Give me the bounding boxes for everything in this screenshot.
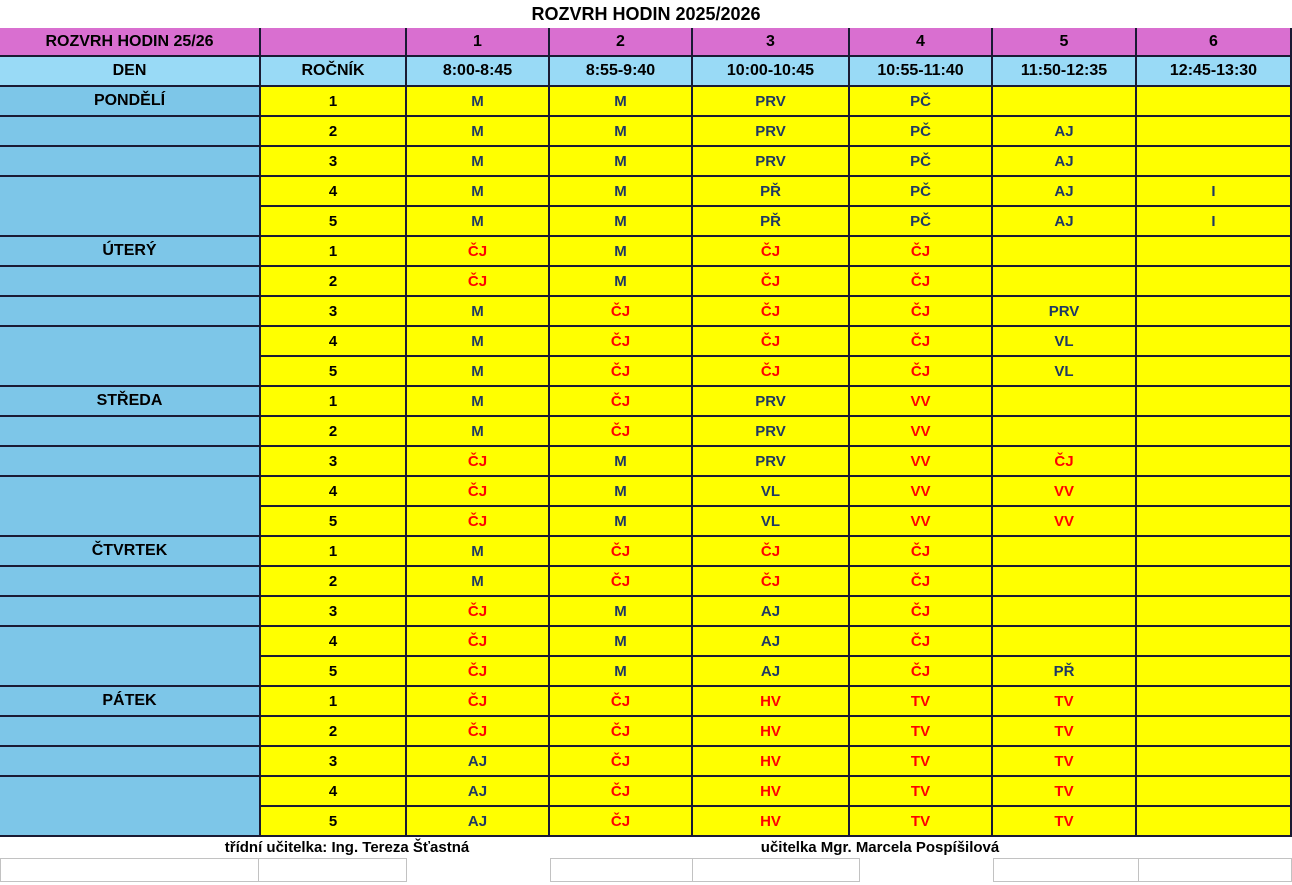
subject-cell: PRV xyxy=(993,297,1137,327)
subject-cell: AJ xyxy=(407,777,550,807)
subject-cell: VL xyxy=(993,327,1137,357)
grade-cell: 5 xyxy=(261,207,407,237)
day-cell: PÁTEK xyxy=(0,687,261,717)
day-cell xyxy=(0,447,261,477)
subject-cell: TV xyxy=(850,747,993,777)
subject-cell: PČ xyxy=(850,147,993,177)
subject-cell: PRV xyxy=(693,417,850,447)
subject-cell xyxy=(1137,507,1292,537)
empty-grid-cell xyxy=(993,858,1139,882)
empty-grid-cell xyxy=(0,858,259,882)
subject-cell: M xyxy=(550,627,693,657)
subject-cell: HV xyxy=(693,747,850,777)
subject-cell: PČ xyxy=(850,207,993,237)
subject-cell xyxy=(1137,327,1292,357)
grade-cell: 3 xyxy=(261,597,407,627)
empty-grid-cell xyxy=(550,858,693,882)
subject-cell: M xyxy=(407,147,550,177)
subject-cell: HV xyxy=(693,807,850,837)
subject-cell: ČJ xyxy=(993,447,1137,477)
day-cell xyxy=(0,147,261,177)
subject-cell: ČJ xyxy=(550,747,693,777)
grade-cell: 4 xyxy=(261,777,407,807)
grade-cell: 2 xyxy=(261,117,407,147)
subject-cell: TV xyxy=(850,717,993,747)
subject-cell: ČJ xyxy=(407,267,550,297)
subject-cell: VL xyxy=(693,507,850,537)
subject-cell xyxy=(1137,717,1292,747)
subject-cell: TV xyxy=(850,807,993,837)
page-title: ROZVRH HODIN 2025/2026 xyxy=(531,3,761,24)
subject-cell: TV xyxy=(993,717,1137,747)
grade-cell: 3 xyxy=(261,147,407,177)
subject-cell: ČJ xyxy=(550,537,693,567)
subject-cell: VV xyxy=(850,477,993,507)
subject-cell: ČJ xyxy=(407,717,550,747)
subject-cell xyxy=(993,267,1137,297)
subject-cell: VL xyxy=(693,477,850,507)
day-cell xyxy=(0,417,261,447)
grade-cell: 1 xyxy=(261,537,407,567)
subject-cell: ČJ xyxy=(407,447,550,477)
subject-cell: ČJ xyxy=(407,627,550,657)
subject-cell: M xyxy=(407,87,550,117)
day-cell: PONDĚLÍ xyxy=(0,87,261,117)
subject-cell xyxy=(1137,687,1292,717)
subject-cell: ČJ xyxy=(850,327,993,357)
corner-empty-cell xyxy=(261,28,407,57)
subject-cell: M xyxy=(550,597,693,627)
subject-cell xyxy=(1137,657,1292,687)
subject-cell xyxy=(993,87,1137,117)
period-number-cell: 4 xyxy=(850,28,993,57)
subject-cell: M xyxy=(550,507,693,537)
corner-title-cell: ROZVRH HODIN 25/26 xyxy=(0,28,261,57)
subject-cell: ČJ xyxy=(550,717,693,747)
subject-cell: AJ xyxy=(693,657,850,687)
subject-cell: ČJ xyxy=(850,237,993,267)
subject-cell: M xyxy=(550,477,693,507)
subject-cell: AJ xyxy=(993,147,1137,177)
empty-grid-cell xyxy=(1138,858,1292,882)
subject-cell xyxy=(1137,537,1292,567)
subject-cell: M xyxy=(407,177,550,207)
subject-cell: PŘ xyxy=(693,207,850,237)
subject-cell: M xyxy=(550,147,693,177)
subject-cell: ČJ xyxy=(850,657,993,687)
grade-cell: 1 xyxy=(261,237,407,267)
subject-cell: ČJ xyxy=(693,357,850,387)
subject-cell xyxy=(1137,627,1292,657)
subject-cell: M xyxy=(550,237,693,267)
subject-cell xyxy=(1137,297,1292,327)
day-cell xyxy=(0,477,261,537)
empty-grid-cell xyxy=(692,858,860,882)
day-cell xyxy=(0,717,261,747)
subject-cell: ČJ xyxy=(850,297,993,327)
grade-cell: 5 xyxy=(261,357,407,387)
subject-cell xyxy=(993,567,1137,597)
subject-cell xyxy=(1137,417,1292,447)
subject-cell: AJ xyxy=(407,747,550,777)
day-cell xyxy=(0,117,261,147)
subject-cell xyxy=(1137,237,1292,267)
subject-cell: M xyxy=(550,267,693,297)
teacher-label: učitelka Mgr. Marcela Pospíšilová xyxy=(760,839,1000,856)
subject-cell: M xyxy=(407,327,550,357)
subject-cell: VV xyxy=(850,507,993,537)
period-number-cell: 2 xyxy=(550,28,693,57)
subject-cell xyxy=(1137,747,1292,777)
day-cell xyxy=(0,597,261,627)
subject-cell xyxy=(1137,807,1292,837)
subject-cell: AJ xyxy=(693,627,850,657)
subject-cell: PRV xyxy=(693,87,850,117)
subject-cell: ČJ xyxy=(550,417,693,447)
subject-cell: ČJ xyxy=(407,477,550,507)
subject-cell: ČJ xyxy=(850,627,993,657)
grade-cell: 1 xyxy=(261,87,407,117)
subject-cell xyxy=(993,537,1137,567)
grade-cell: 4 xyxy=(261,327,407,357)
footer-row xyxy=(0,837,1292,858)
subject-cell: AJ xyxy=(993,207,1137,237)
subject-cell: AJ xyxy=(993,117,1137,147)
subject-cell: ČJ xyxy=(407,507,550,537)
subject-cell: PČ xyxy=(850,87,993,117)
time-cell: 10:00-10:45 xyxy=(693,57,850,87)
subject-cell xyxy=(993,627,1137,657)
subject-cell: PČ xyxy=(850,177,993,207)
subject-cell: ČJ xyxy=(850,357,993,387)
grade-cell: 5 xyxy=(261,507,407,537)
subject-cell: VV xyxy=(850,417,993,447)
subject-cell xyxy=(1137,357,1292,387)
grade-cell: 1 xyxy=(261,387,407,417)
subject-cell: ČJ xyxy=(850,267,993,297)
class-teacher-label: třídní učitelka: Ing. Tereza Šťastná xyxy=(224,839,470,856)
subject-cell: M xyxy=(407,117,550,147)
day-cell xyxy=(0,267,261,297)
grade-cell: 2 xyxy=(261,717,407,747)
subject-cell: M xyxy=(407,567,550,597)
subject-cell: HV xyxy=(693,717,850,747)
subject-cell: M xyxy=(407,357,550,387)
subject-cell: VV xyxy=(993,507,1137,537)
subject-cell xyxy=(1137,597,1292,627)
subject-cell: ČJ xyxy=(693,267,850,297)
grade-cell: 2 xyxy=(261,567,407,597)
subject-cell: AJ xyxy=(407,807,550,837)
grade-cell: 4 xyxy=(261,177,407,207)
subject-cell: M xyxy=(550,657,693,687)
subject-cell: ČJ xyxy=(693,297,850,327)
subject-cell: PČ xyxy=(850,117,993,147)
subject-cell xyxy=(1137,447,1292,477)
subject-cell: ČJ xyxy=(550,777,693,807)
subject-cell: ČJ xyxy=(693,327,850,357)
time-cell: 12:45-13:30 xyxy=(1137,57,1292,87)
grade-cell: 1 xyxy=(261,687,407,717)
subject-cell: PŘ xyxy=(693,177,850,207)
subject-cell: AJ xyxy=(993,177,1137,207)
period-number-cell: 3 xyxy=(693,28,850,57)
subject-cell: VL xyxy=(993,357,1137,387)
day-cell xyxy=(0,327,261,387)
period-number-cell: 5 xyxy=(993,28,1137,57)
subject-cell: M xyxy=(550,117,693,147)
subject-cell: PRV xyxy=(693,117,850,147)
time-cell: 10:55-11:40 xyxy=(850,57,993,87)
subject-cell: AJ xyxy=(693,597,850,627)
time-cell: 8:55-9:40 xyxy=(550,57,693,87)
subject-cell: M xyxy=(407,297,550,327)
day-cell xyxy=(0,627,261,687)
subject-cell: ČJ xyxy=(550,567,693,597)
day-cell xyxy=(0,567,261,597)
subject-cell: M xyxy=(407,207,550,237)
subject-cell: M xyxy=(550,207,693,237)
subject-cell xyxy=(1137,267,1292,297)
subject-cell: PRV xyxy=(693,447,850,477)
grade-cell: 3 xyxy=(261,447,407,477)
empty-grid-cell xyxy=(258,858,407,882)
subject-cell: ČJ xyxy=(550,327,693,357)
subject-cell: ČJ xyxy=(693,537,850,567)
subject-cell xyxy=(993,237,1137,267)
subject-cell: ČJ xyxy=(850,567,993,597)
grade-cell: 4 xyxy=(261,477,407,507)
grade-cell: 3 xyxy=(261,297,407,327)
period-number-cell: 6 xyxy=(1137,28,1292,57)
subject-cell: TV xyxy=(993,777,1137,807)
time-cell: 8:00-8:45 xyxy=(407,57,550,87)
subject-cell: ČJ xyxy=(407,657,550,687)
subject-cell: I xyxy=(1137,177,1292,207)
day-cell: STŘEDA xyxy=(0,387,261,417)
subject-cell xyxy=(1137,777,1292,807)
day-header-cell: DEN xyxy=(0,57,261,87)
subject-cell: ČJ xyxy=(850,537,993,567)
subject-cell: ČJ xyxy=(407,237,550,267)
subject-cell: ČJ xyxy=(407,597,550,627)
subject-cell xyxy=(1137,147,1292,177)
subject-cell: TV xyxy=(993,687,1137,717)
subject-cell: M xyxy=(407,417,550,447)
subject-cell: M xyxy=(550,447,693,477)
subject-cell: TV xyxy=(993,807,1137,837)
subject-cell xyxy=(993,387,1137,417)
subject-cell: M xyxy=(550,87,693,117)
subject-cell xyxy=(1137,477,1292,507)
subject-cell: PRV xyxy=(693,387,850,417)
time-cell: 11:50-12:35 xyxy=(993,57,1137,87)
subject-cell: VV xyxy=(850,447,993,477)
day-cell xyxy=(0,747,261,777)
subject-cell xyxy=(1137,87,1292,117)
subject-cell: M xyxy=(550,177,693,207)
period-number-cell: 1 xyxy=(407,28,550,57)
subject-cell: ČJ xyxy=(693,567,850,597)
subject-cell: ČJ xyxy=(550,357,693,387)
subject-cell xyxy=(1137,387,1292,417)
subject-cell: VV xyxy=(850,387,993,417)
day-cell xyxy=(0,777,261,837)
subject-cell: ČJ xyxy=(693,237,850,267)
subject-cell: ČJ xyxy=(550,297,693,327)
subject-cell: TV xyxy=(850,777,993,807)
subject-cell: ČJ xyxy=(407,687,550,717)
grade-cell: 2 xyxy=(261,267,407,297)
subject-cell: ČJ xyxy=(550,807,693,837)
subject-cell: TV xyxy=(993,747,1137,777)
subject-cell xyxy=(993,597,1137,627)
grade-cell: 5 xyxy=(261,807,407,837)
subject-cell: ČJ xyxy=(850,597,993,627)
subject-cell: VV xyxy=(993,477,1137,507)
subject-cell: ČJ xyxy=(550,387,693,417)
grade-header-cell: ROČNÍK xyxy=(261,57,407,87)
day-cell: ČTVRTEK xyxy=(0,537,261,567)
subject-cell xyxy=(1137,567,1292,597)
subject-cell: PŘ xyxy=(993,657,1137,687)
day-cell: ÚTERÝ xyxy=(0,237,261,267)
grade-cell: 2 xyxy=(261,417,407,447)
subject-cell xyxy=(993,417,1137,447)
subject-cell xyxy=(1137,117,1292,147)
day-cell xyxy=(0,177,261,237)
subject-cell: ČJ xyxy=(550,687,693,717)
subject-cell: I xyxy=(1137,207,1292,237)
grade-cell: 4 xyxy=(261,627,407,657)
subject-cell: TV xyxy=(850,687,993,717)
grade-cell: 5 xyxy=(261,657,407,687)
day-cell xyxy=(0,297,261,327)
subject-cell: M xyxy=(407,537,550,567)
subject-cell: HV xyxy=(693,777,850,807)
grade-cell: 3 xyxy=(261,747,407,777)
subject-cell: HV xyxy=(693,687,850,717)
subject-cell: M xyxy=(407,387,550,417)
subject-cell: PRV xyxy=(693,147,850,177)
